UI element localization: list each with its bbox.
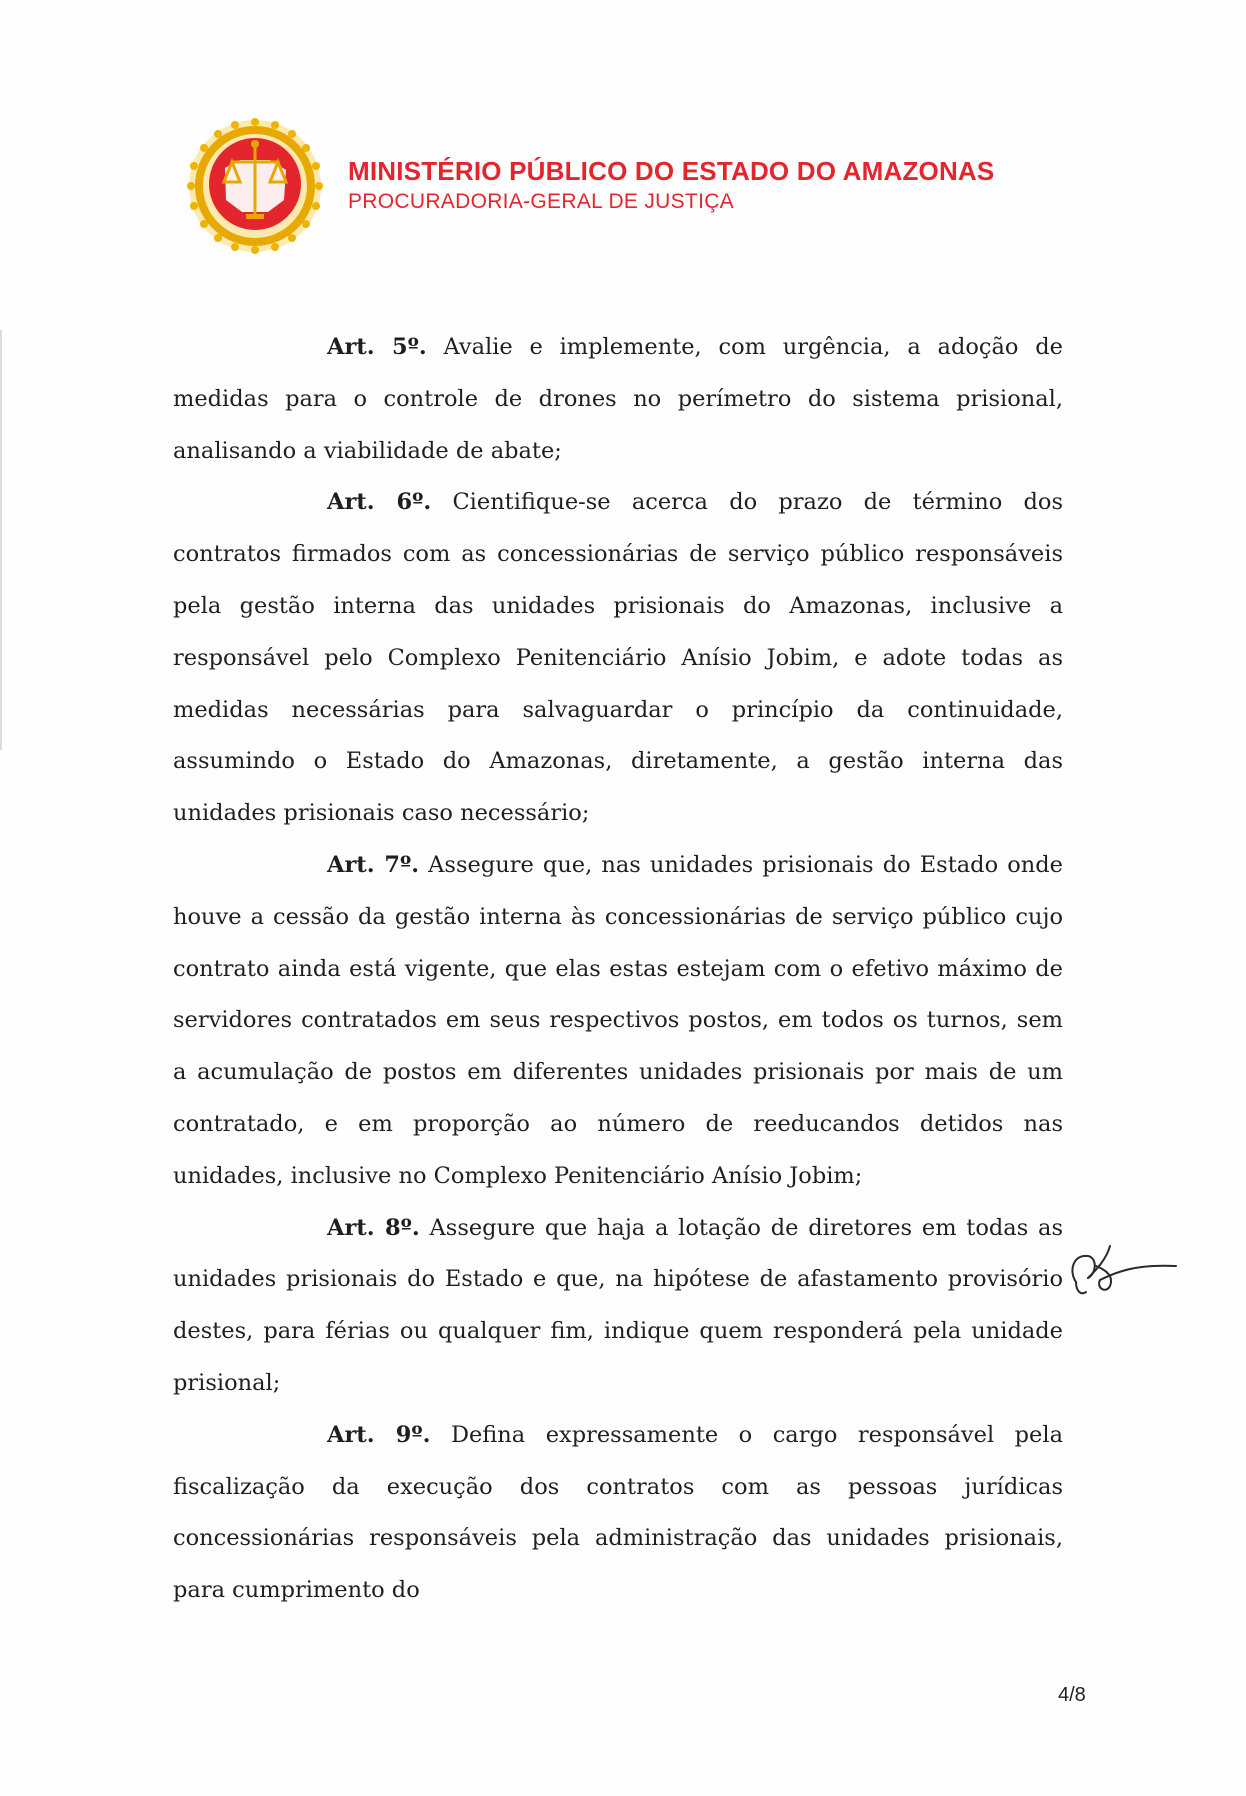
article-9 [173,1410,1063,1617]
article-label: Art. 8º. [327,1214,420,1241]
letterhead [180,116,1040,256]
page-number: 4/8 [1058,1684,1086,1706]
article-text: Cientifique-se acerca do prazo de término dos contratos firmados com as concessionárias de serviço público responsáveis pela gestão interna das unidades prisionais do Amazonas, inclusive a responsável pelo Complexo Penitenciário Anísio Jobim, e adote todas as medidas necessárias para salvaguardar o princípio da continuidade, assumindo o Estado do Amazonas, diretamente, a gestão interna das unidades prisionais caso necessário; [173,489,1063,827]
article-6 [173,477,1063,840]
article-8 [173,1203,1063,1410]
article-label: Art. 9º. [327,1421,431,1448]
handwritten-signature-icon [1066,1226,1186,1306]
scan-edge-mark [0,330,2,750]
article-label: Art. 5º. [327,334,427,360]
article-label: Art. 6º. [327,489,432,516]
article-text: Avalie e implemente, com urgência, a adoção de medidas para o controle de drones no perímetro do sistema prisional, analisando a viabilidade de abate; [173,334,1063,464]
article-text: Assegure que haja a lotação de diretores em todas as unidades prisionais do Estado e que, na hipótese de afastamento provisório destes, para férias ou qualquer fim, indique quem responderá pela unidade prisional; [173,1214,1063,1396]
ministry-seal-icon [180,116,330,256]
organization-name: MINISTÉRIO PÚBLICO DO ESTADO DO AMAZONAS [348,156,995,186]
organization-subtitle: PROCURADORIA-GERAL DE JUSTIÇA [348,190,734,213]
article-7 [173,840,1063,1203]
article-label: Art. 7º. [327,851,420,878]
document-body [173,322,1063,1617]
article-5 [173,322,1063,477]
article-text: Defina expressamente o cargo responsável pela fiscalização da execução dos contratos com as pessoas jurídicas concessionárias responsáveis pela administração das unidades prisionais, para cumprimento do [173,1421,1063,1604]
article-text: Assegure que, nas unidades prisionais do Estado onde houve a cessão da gestão interna às concessionárias de serviço público cujo contrato ainda está vigente, que elas estas estejam com o efetivo máximo de servidores contratados em seus respectivos postos, em todos os turnos, sem a acumulação de postos em diferentes unidades prisionais por mais de um contratado, e em proporção ao número de reeducandos detidos nas unidades, inclusive no Complexo Penitenciário Anísio Jobim; [173,851,1063,1189]
